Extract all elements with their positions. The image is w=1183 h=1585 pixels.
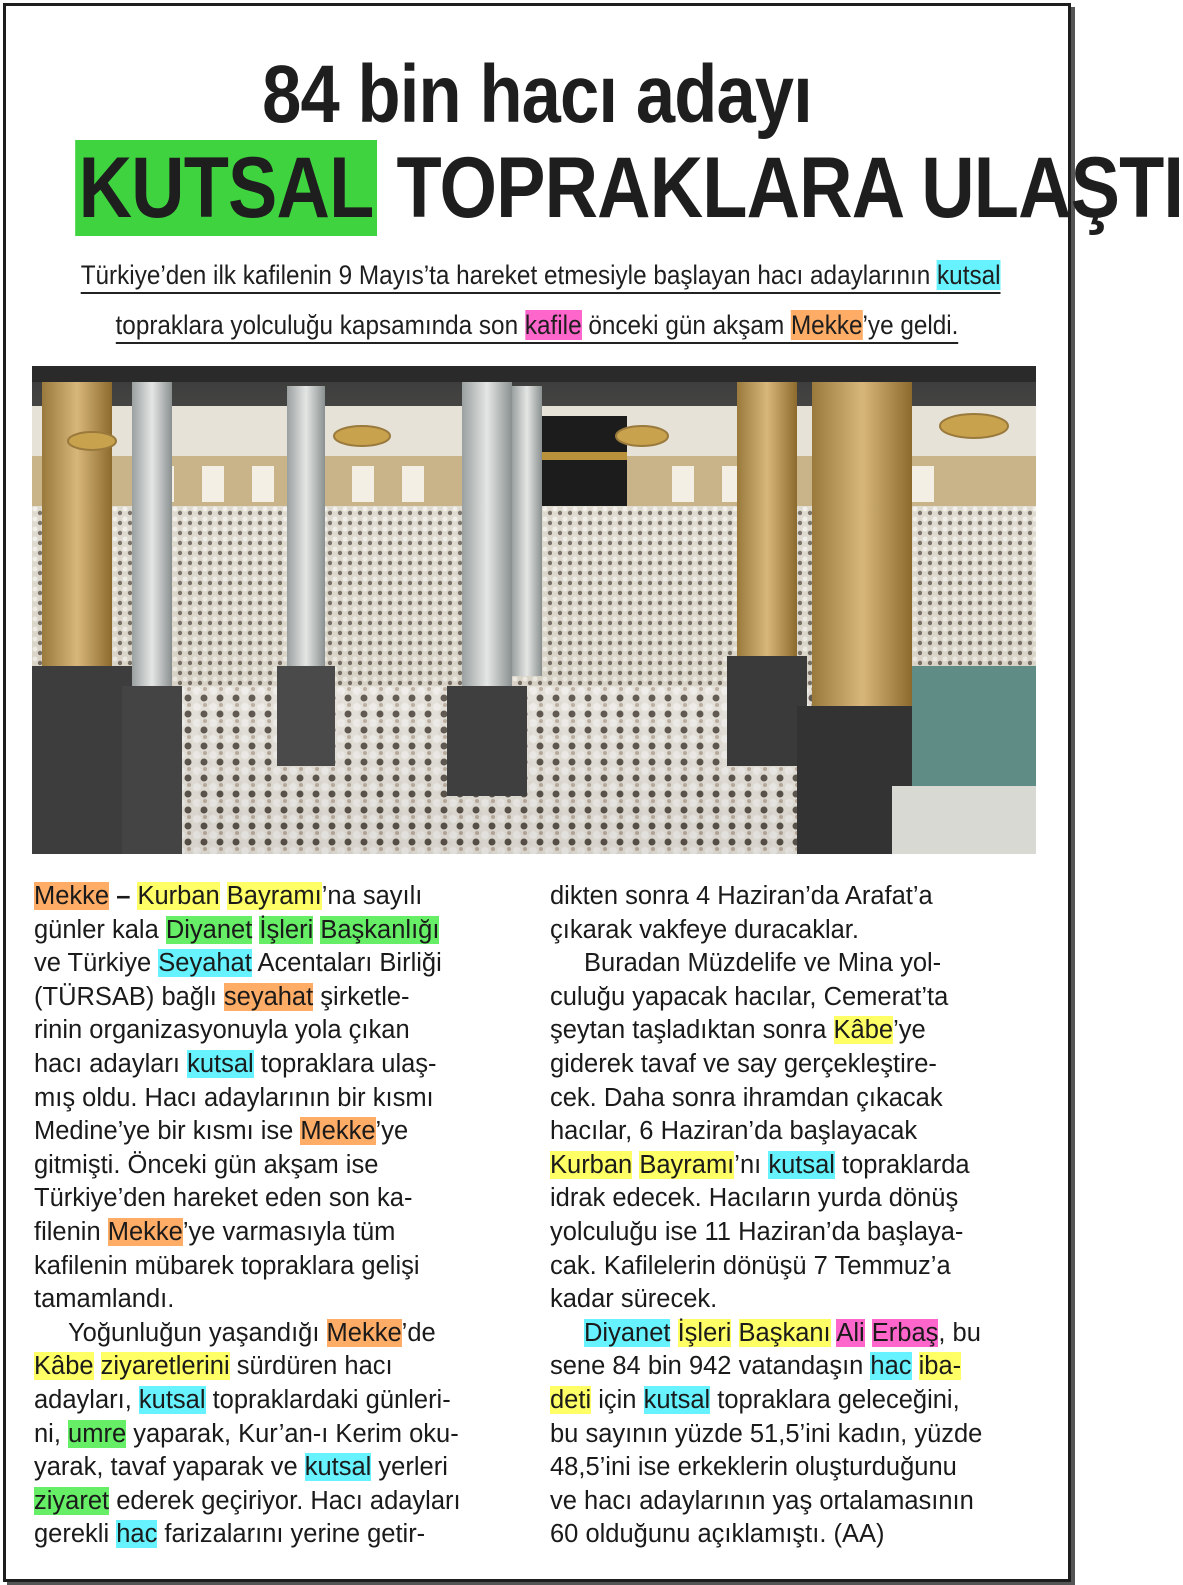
body-line	[34, 1451, 524, 1485]
body-text: topraklara geleceğini,	[710, 1385, 960, 1414]
body-text: 60 olduğunu açıklamıştı. (AA)	[550, 1520, 885, 1549]
body-text: cak. Kafilelerin dönüşü 7 Temmuz’a	[550, 1251, 951, 1280]
highlighted-word: hac	[116, 1520, 158, 1549]
body-text: culuğu yapacak hacılar, Cemerat’ta	[550, 982, 949, 1011]
highlighted-word: Kâbe	[833, 1016, 894, 1045]
body-text: , bu	[938, 1318, 981, 1347]
body-text: ederek geçiriyor. Hacı adayları	[109, 1486, 461, 1515]
body-text: ni,	[34, 1419, 69, 1448]
body-text: topraklardaki günleri-	[205, 1385, 451, 1414]
body-text	[912, 1352, 919, 1380]
body-line	[550, 1014, 1040, 1048]
highlighted-word: deti	[550, 1385, 592, 1414]
body-line	[34, 1350, 524, 1384]
highlighted-word: Diyanet	[165, 915, 253, 944]
body-text: ’de	[401, 1318, 436, 1347]
body-text: idrak edecek. Hacıların yurda dönüş	[550, 1184, 959, 1213]
highlighted-word: Mekke	[326, 1318, 402, 1347]
body-line	[550, 1250, 1040, 1284]
body-text: sene 84 bin 942 vatandaşın	[550, 1352, 871, 1381]
body-text: için	[591, 1385, 644, 1414]
body-text: Yoğunluğun yaşandığı	[68, 1318, 327, 1347]
body-line	[34, 1518, 524, 1552]
body-text: ’ye	[375, 1117, 409, 1146]
highlighted-word: Seyahat	[158, 949, 252, 978]
body-text: filenin	[34, 1217, 108, 1246]
lead-paragraph	[80, 252, 1001, 352]
highlighted-word: iba-	[918, 1352, 962, 1381]
body-line	[550, 1149, 1040, 1183]
highlighted-word: Ali	[836, 1318, 865, 1347]
body-text: yaparak, Kur’an-ı Kerim oku-	[126, 1419, 459, 1448]
highlighted-word: Mekke	[34, 882, 110, 910]
body-line	[550, 1451, 1040, 1485]
highlighted-word: umre	[68, 1419, 127, 1448]
highlighted-word: Başkanlığı	[320, 915, 440, 944]
highlighted-word: Kâbe	[34, 1352, 94, 1381]
body-text: rinin organizasyonuyla yola çıkan	[34, 1016, 410, 1045]
body-text: gerekli	[34, 1520, 117, 1549]
body-line	[34, 1014, 524, 1048]
body-line	[550, 880, 1040, 914]
body-text: Buradan Müzdelife ve Mina yol-	[584, 949, 942, 978]
body-text: yolculuğu ise 11 Haziran’da başlaya-	[550, 1217, 964, 1246]
body-line	[550, 1182, 1040, 1216]
body-text: yarak, tavaf yaparak ve	[34, 1453, 305, 1482]
lead-text: topraklara yolculuğu kapsamında son	[115, 310, 525, 340]
body-line	[550, 947, 1040, 981]
body-line	[550, 1418, 1040, 1452]
body-line	[550, 1350, 1040, 1384]
body-line	[34, 1283, 524, 1317]
body-line	[34, 1082, 524, 1116]
highlighted-word: ziyaretlerini	[100, 1352, 230, 1381]
body-line	[34, 1216, 524, 1250]
body-text: çıkarak vakfeye duracaklar.	[550, 915, 859, 944]
body-line	[550, 914, 1040, 948]
highlighted-word: Mekke	[107, 1217, 183, 1246]
highlighted-word: kutsal	[304, 1453, 372, 1482]
highlighted-word: kutsal	[138, 1385, 206, 1414]
body-text: gitmişti. Önceki gün akşam ise	[34, 1150, 379, 1179]
body-text: yerleri	[371, 1453, 448, 1482]
highlighted-word: Erbaş	[871, 1318, 939, 1347]
body-text: ’ye	[893, 1016, 926, 1045]
body-text	[220, 882, 227, 910]
body-text: mış oldu. Hacı adaylarının bir kısmı	[34, 1083, 434, 1112]
highlighted-word: Bayramı	[639, 1150, 735, 1179]
body-line	[34, 1485, 524, 1519]
body-text	[865, 1319, 872, 1347]
body-text: Medine’ye bir kısmı ise	[34, 1117, 301, 1146]
highlighted-word: İşleri	[677, 1318, 732, 1347]
body-line	[34, 1250, 524, 1284]
body-text: kafilenin mübarek topraklara gelişi	[34, 1251, 420, 1280]
headline-highlight: KUTSAL	[75, 140, 377, 236]
body-text: Acentaları Birliği	[251, 949, 442, 978]
headline-line-1: 84 bin hacı adayı	[262, 49, 812, 140]
body-text: günler kala	[34, 915, 166, 944]
highlighted-word: İşleri	[259, 915, 314, 944]
highlighted-word: Başkanı	[738, 1318, 831, 1347]
highlighted-word: Bayramı	[226, 882, 322, 910]
lead-text: Türkiye’den ilk kafilenin 9 Mayıs’ta hareket etmesiyle başlayan hacı adaylarının	[80, 260, 938, 290]
highlighted-word: hac	[870, 1352, 912, 1381]
body-line	[34, 1317, 524, 1351]
body-text	[731, 1319, 738, 1347]
body-text: hacılar, 6 Haziran’da başlayacak	[550, 1117, 918, 1146]
body-line	[34, 1384, 524, 1418]
highlighted-word: seyahat	[223, 982, 314, 1011]
body-text: ’na sayılı	[321, 882, 423, 910]
body-text: adayları,	[34, 1385, 139, 1414]
body-text: bu sayının yüzde 51,5’ini kadın, yüzde	[550, 1419, 983, 1448]
lead-highlight: kutsal	[937, 260, 1001, 290]
news-photo	[32, 366, 1036, 854]
highlighted-word: ziyaret	[34, 1486, 110, 1515]
lead-text: önceki gün akşam	[581, 310, 791, 340]
body-line	[550, 1082, 1040, 1116]
body-text: cek. Daha sonra ihramdan çıkacak	[550, 1083, 943, 1112]
body-text: sürdüren hacı	[229, 1352, 393, 1381]
body-line	[34, 914, 524, 948]
body-text: farizalarını yerine getir-	[157, 1520, 426, 1549]
body-text: dikten sonra 4 Haziran’da Arafat’a	[550, 882, 933, 910]
body-text: 48,5’ini ise erkeklerin oluşturduğunu	[550, 1453, 957, 1482]
lead-text: ’ye geldi.	[862, 310, 959, 340]
highlighted-word: Kurban	[550, 1150, 633, 1179]
lead-highlight: kafile	[524, 310, 582, 340]
lead-line-2	[116, 308, 959, 344]
body-text: ve hacı adaylarının yaş ortalamasının	[550, 1486, 974, 1515]
body-column-left	[34, 880, 524, 1552]
headline-rest: TOPRAKLARA ULAŞTI	[376, 140, 1183, 236]
body-text: şirketle-	[313, 982, 410, 1011]
body-line	[34, 1149, 524, 1183]
body-text: topraklara ulaş-	[253, 1049, 437, 1078]
highlighted-word: kutsal	[768, 1150, 835, 1179]
lead-line-1	[81, 258, 1001, 294]
body-text: kadar sürecek.	[550, 1285, 718, 1314]
lead-highlight: Mekke	[790, 310, 863, 340]
body-line	[550, 1518, 1040, 1552]
body-line	[34, 1182, 524, 1216]
highlighted-word: Kurban	[137, 882, 220, 910]
body-text: ’ye varmasıyla tüm	[182, 1217, 396, 1246]
body-line	[550, 1283, 1040, 1317]
body-line	[550, 1115, 1040, 1149]
body-line	[550, 1216, 1040, 1250]
body-line	[34, 1115, 524, 1149]
body-line	[34, 1048, 524, 1082]
body-text	[670, 1319, 677, 1347]
body-line	[550, 1485, 1040, 1519]
body-text	[94, 1352, 101, 1380]
body-text: –	[109, 882, 138, 910]
body-text: (TÜRSAB) bağlı	[34, 982, 224, 1011]
body-text: ve Türkiye	[34, 949, 159, 978]
body-line	[550, 981, 1040, 1015]
body-text: şeytan taşladıktan sonra	[550, 1016, 834, 1045]
body-line	[34, 880, 524, 914]
highlighted-word: Mekke	[300, 1117, 376, 1146]
headline-line-2	[75, 140, 1183, 236]
body-text: tamamlandı.	[34, 1285, 175, 1314]
body-line	[34, 947, 524, 981]
body-text: hacı adayları	[34, 1049, 188, 1078]
highlighted-word: Diyanet	[584, 1318, 671, 1347]
body-line	[34, 981, 524, 1015]
body-line	[550, 1048, 1040, 1082]
body-text: giderek tavaf ve say gerçekleştire-	[550, 1049, 937, 1078]
body-text: ’nı	[734, 1150, 769, 1179]
body-text: topraklarda	[834, 1150, 970, 1179]
body-line	[34, 1418, 524, 1452]
body-line	[550, 1384, 1040, 1418]
body-line	[550, 1317, 1040, 1351]
highlighted-word: kutsal	[643, 1385, 711, 1414]
body-text: Türkiye’den hareket eden son ka-	[34, 1184, 413, 1213]
highlighted-word: kutsal	[187, 1049, 254, 1078]
body-column-right	[550, 880, 1040, 1552]
